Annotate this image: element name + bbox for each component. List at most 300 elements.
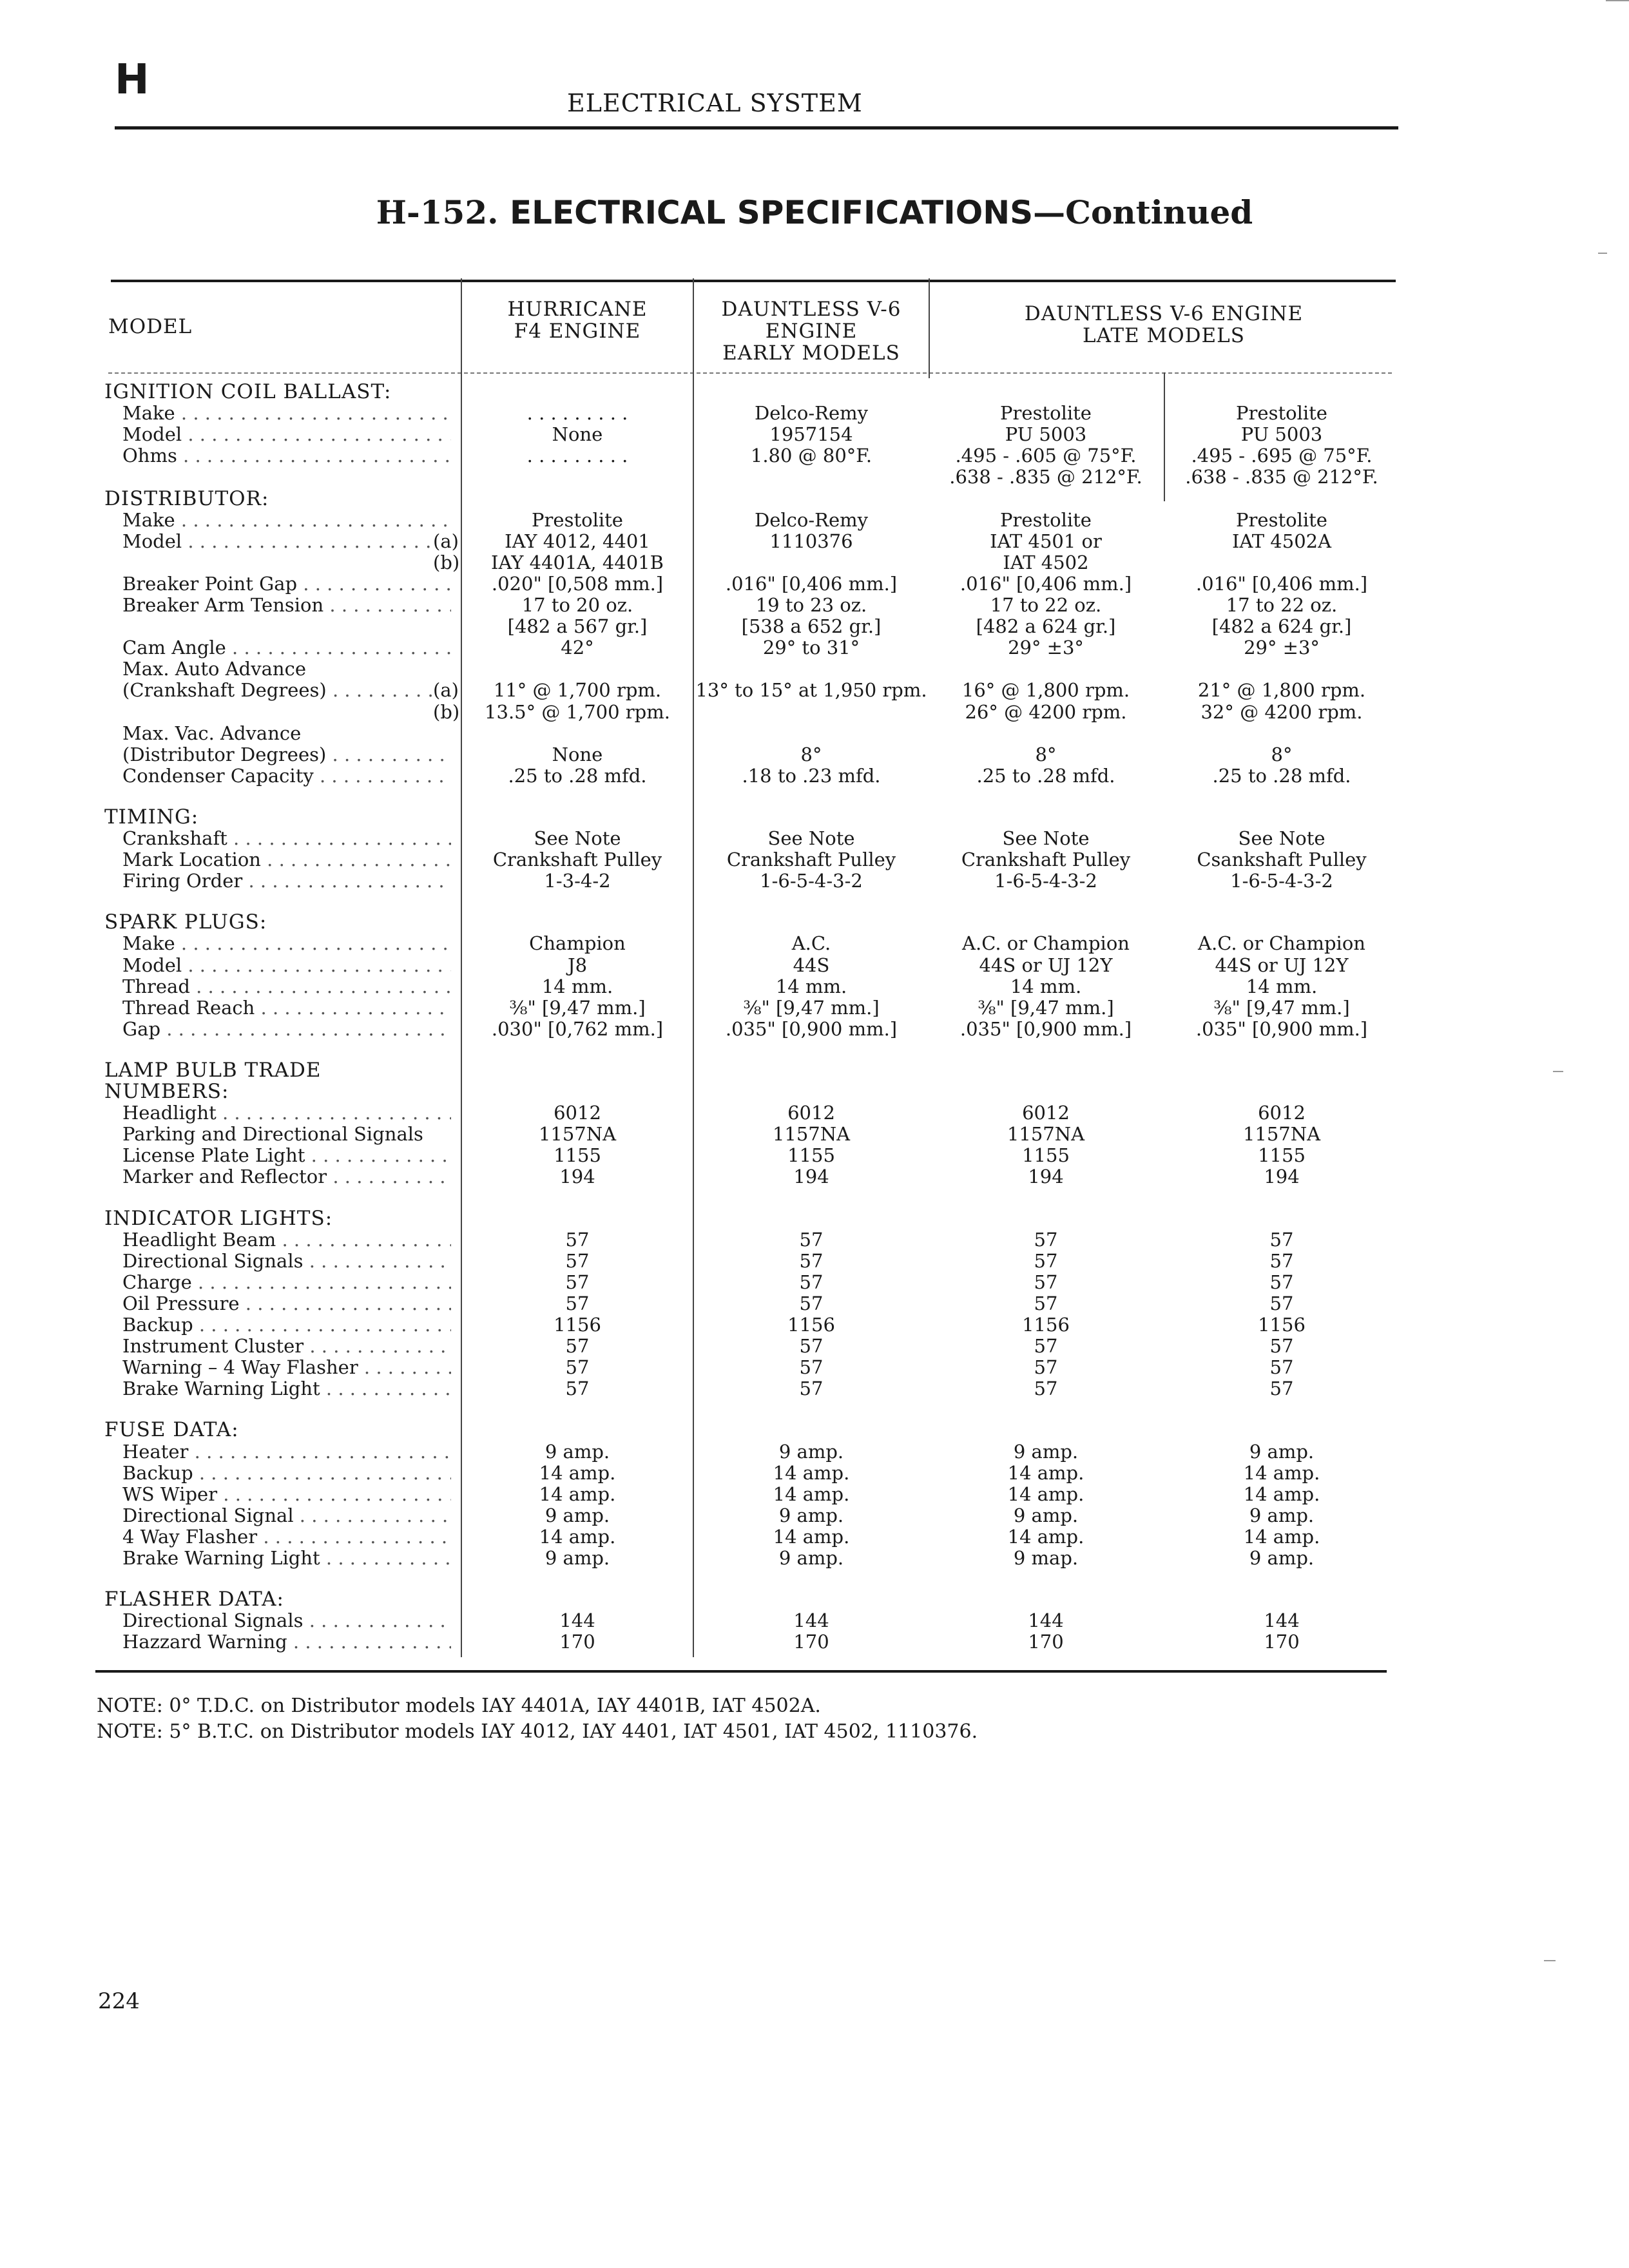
column-header-line: DAUNTLESS V-6 xyxy=(721,298,901,321)
spec-value: 1156 xyxy=(1258,1314,1306,1336)
spec-value: [482 a 624 gr.] xyxy=(1211,615,1352,638)
spec-value: 57 xyxy=(1269,1292,1294,1314)
spec-value: [538 a 652 gr.] xyxy=(741,615,882,638)
spec-value: ⅜" [9,47 mm.] xyxy=(509,996,646,1019)
spec-value: 16° @ 1,800 rpm. xyxy=(961,679,1130,702)
spec-value: 44S or UJ 12Y xyxy=(1215,954,1349,976)
spec-label: Max. Auto Advance xyxy=(122,658,306,680)
spec-label: Marker and Reflector . . . xyxy=(122,1166,451,1187)
spec-value: Delco-Remy xyxy=(754,508,869,531)
spec-row xyxy=(0,1251,1629,1272)
spec-row xyxy=(0,1293,1629,1314)
spec-label: Ohms . . . xyxy=(122,445,451,466)
spec-row xyxy=(0,1463,1629,1484)
spec-value: See Note xyxy=(534,827,621,849)
spec-value: 1157NA xyxy=(1007,1123,1085,1146)
spec-label: Mark Location . . . xyxy=(122,849,451,870)
spec-label: Directional Signal . . . xyxy=(122,1505,451,1526)
column-header-line: DAUNTLESS V-6 ENGINE xyxy=(1024,302,1304,325)
spec-value: Delco-Remy xyxy=(754,402,869,425)
spec-value: 1-6-5-4-3-2 xyxy=(760,870,863,892)
variant-tag: (b) xyxy=(433,551,460,573)
spec-value: IAT 4502A xyxy=(1231,530,1332,552)
spec-row xyxy=(0,595,1629,616)
column-header-line: F4 ENGINE xyxy=(514,320,641,343)
spec-value: 57 xyxy=(1034,1335,1058,1358)
spec-row xyxy=(0,1610,1629,1631)
spec-label: (Distributor Degrees) . . . xyxy=(122,744,451,765)
spec-row xyxy=(0,976,1629,997)
spec-row xyxy=(0,723,1629,744)
section-heading-row xyxy=(0,381,1629,403)
spec-value: 32° @ 4200 rpm. xyxy=(1200,700,1363,723)
spec-value: IAY 4012, 4401 xyxy=(505,530,650,552)
header-divider xyxy=(464,372,1392,374)
spec-row xyxy=(0,1631,1629,1653)
spec-value: 14 amp. xyxy=(539,1525,616,1548)
spec-label: Model . . . xyxy=(122,531,451,552)
spec-value: 14 amp. xyxy=(773,1525,850,1548)
spec-value: Prestolite xyxy=(1000,508,1092,531)
note-line: NOTE: 0° T.D.C. on Distributor models IAY 4401A, IAY 4401B, IAT 4502A. xyxy=(97,1695,821,1717)
table-bottom-rule xyxy=(95,1670,1387,1673)
spec-value: 57 xyxy=(799,1292,824,1314)
scan-edge-mark xyxy=(1598,253,1607,254)
title-code: H-152. xyxy=(376,193,499,231)
spec-value: 14 amp. xyxy=(1007,1525,1084,1548)
spec-row xyxy=(0,573,1629,595)
spec-value: 144 xyxy=(1264,1610,1300,1632)
spec-value: Csankshaft Pulley xyxy=(1197,849,1367,871)
spec-value: Prestolite xyxy=(1000,402,1092,425)
spec-value: 57 xyxy=(799,1271,824,1293)
spec-label: Model . . . xyxy=(122,955,451,976)
spec-value: 21° @ 1,800 rpm. xyxy=(1197,679,1366,702)
spec-row xyxy=(0,1505,1629,1526)
spec-row xyxy=(0,702,1629,723)
spec-value: .020" [0,508 mm.] xyxy=(491,572,664,595)
spec-row xyxy=(0,765,1629,787)
spec-value: IAY 4401A, 4401B xyxy=(491,551,664,573)
spec-value: 17 to 20 oz. xyxy=(521,594,633,616)
spec-value: 8° xyxy=(800,743,822,765)
notes xyxy=(97,1693,978,1745)
spec-value: 57 xyxy=(1034,1249,1058,1272)
spec-value: 9 amp. xyxy=(545,1547,610,1569)
spec-value: 9 amp. xyxy=(1249,1547,1315,1569)
spec-row xyxy=(0,403,1629,424)
spec-value: 6012 xyxy=(554,1102,601,1124)
spec-value: 17 to 22 oz. xyxy=(990,594,1102,616)
spec-label: Headlight Beam . . . xyxy=(122,1229,451,1251)
section-heading: FUSE DATA: xyxy=(104,1419,239,1441)
spec-value: ⅜" [9,47 mm.] xyxy=(1213,996,1350,1019)
spec-row xyxy=(0,445,1629,466)
title-suffix: —Continued xyxy=(1033,193,1253,231)
spec-value: 9 amp. xyxy=(778,1504,844,1526)
spec-value: IAT 4502 xyxy=(1003,551,1089,573)
section-heading-row xyxy=(0,807,1629,828)
section-heading: IGNITION COIL BALLAST: xyxy=(104,381,392,403)
spec-row xyxy=(0,933,1629,954)
spec-value: None xyxy=(552,423,603,446)
spec-value: 14 mm. xyxy=(1246,975,1318,997)
spec-value: 8° xyxy=(1035,743,1057,765)
spec-value: 29° ±3° xyxy=(1008,637,1084,659)
spec-label: Condenser Capacity . . . xyxy=(122,765,451,787)
spec-label: Gap . . . xyxy=(122,1019,451,1040)
spec-value: .495 - .695 @ 75°F. xyxy=(1191,445,1373,467)
section-heading-row xyxy=(0,1589,1629,1610)
spec-value: 57 xyxy=(799,1249,824,1272)
spec-value: 14 amp. xyxy=(1243,1483,1320,1505)
spec-label: Headlight . . . xyxy=(122,1102,451,1124)
spec-value: 1155 xyxy=(1022,1144,1070,1167)
scan-edge-mark xyxy=(1544,1960,1556,1961)
spec-row xyxy=(0,828,1629,849)
spec-value: 14 amp. xyxy=(773,1483,850,1505)
spec-value: .035" [0,900 mm.] xyxy=(725,1017,898,1040)
spec-value: 14 amp. xyxy=(773,1461,850,1484)
spec-value: 14 amp. xyxy=(539,1461,616,1484)
spec-value: 13.5° @ 1,700 rpm. xyxy=(485,700,670,723)
spec-value: 57 xyxy=(565,1356,590,1379)
spec-row xyxy=(0,1314,1629,1336)
spec-value: 14 amp. xyxy=(1243,1461,1320,1484)
running-header: ELECTRICAL SYSTEM xyxy=(567,89,863,117)
spec-value: 194 xyxy=(793,1166,829,1188)
spec-value: 57 xyxy=(1269,1378,1294,1400)
spec-row xyxy=(0,1229,1629,1251)
spec-value: 1156 xyxy=(554,1314,601,1336)
spec-value: 170 xyxy=(559,1631,595,1653)
spec-value: 144 xyxy=(559,1610,595,1632)
spec-row xyxy=(0,1357,1629,1378)
spec-value: .016" [0,406 mm.] xyxy=(725,572,898,595)
section-heading: TIMING: xyxy=(104,806,199,828)
spec-value: ⅜" [9,47 mm.] xyxy=(978,996,1114,1019)
spec-label: Parking and Directional Signals xyxy=(122,1124,423,1146)
spec-row xyxy=(0,424,1629,445)
spec-label: Thread . . . xyxy=(122,976,451,997)
spec-label: Cam Angle . . . xyxy=(122,637,451,658)
spec-value: 57 xyxy=(1034,1228,1058,1251)
section-heading-row xyxy=(0,1419,1629,1441)
spec-row xyxy=(0,552,1629,573)
spec-value: ⅜" [9,47 mm.] xyxy=(743,996,880,1019)
column-header-line: ENGINE xyxy=(765,320,858,343)
spec-value: 1.80 @ 80°F. xyxy=(750,445,872,467)
spec-value: .25 to .28 mfd. xyxy=(976,764,1115,787)
spec-value: 57 xyxy=(565,1378,590,1400)
spec-label: Hazzard Warning . . . xyxy=(122,1631,451,1653)
spec-label: Backup . . . xyxy=(122,1314,451,1336)
header-rule xyxy=(115,126,1398,130)
spec-value: .638 - .835 @ 212°F. xyxy=(949,466,1142,488)
spec-value: Champion xyxy=(529,932,626,955)
spec-label: Heater . . . xyxy=(122,1441,451,1463)
spec-value: Prestolite xyxy=(1236,402,1327,425)
spec-value: Prestolite xyxy=(532,508,623,531)
spec-value: 42° xyxy=(561,637,594,659)
spec-row xyxy=(0,1019,1629,1040)
spec-value: 9 amp. xyxy=(1013,1504,1079,1526)
spec-row xyxy=(0,1272,1629,1293)
spec-row xyxy=(0,1145,1629,1166)
spec-value: 57 xyxy=(1269,1271,1294,1293)
spec-value: J8 xyxy=(567,954,588,976)
spec-value: None xyxy=(552,743,603,765)
spec-value: 14 mm. xyxy=(541,975,613,997)
spec-value: 57 xyxy=(1034,1271,1058,1293)
spec-row xyxy=(0,744,1629,765)
spec-value: Crankshaft Pulley xyxy=(961,849,1131,871)
spec-row xyxy=(0,1548,1629,1569)
spec-value: 19 to 23 oz. xyxy=(755,594,867,616)
spec-label: Warning – 4 Way Flasher . . . xyxy=(122,1357,451,1378)
spec-value: 17 to 22 oz. xyxy=(1226,594,1338,616)
spec-row xyxy=(0,510,1629,531)
spec-row xyxy=(0,1336,1629,1357)
column-header-dauntless-late xyxy=(929,303,1398,347)
spec-value: 144 xyxy=(793,1610,829,1632)
spec-value: 9 amp. xyxy=(1013,1440,1079,1463)
spec-value: PU 5003 xyxy=(1240,423,1323,446)
spec-value: 1-3-4-2 xyxy=(544,870,611,892)
spec-value: 6012 xyxy=(1022,1102,1070,1124)
spec-value: 57 xyxy=(565,1249,590,1272)
title-text: ELECTRICAL SPECIFICATIONS xyxy=(509,194,1034,231)
column-header-line: LATE MODELS xyxy=(1083,324,1245,347)
spec-value: 13° to 15° at 1,950 rpm. xyxy=(695,679,927,702)
spec-label: Make . . . xyxy=(122,933,451,954)
spec-value: 1157NA xyxy=(772,1123,851,1146)
spec-label: Brake Warning Light . . . xyxy=(122,1378,451,1399)
section-heading: DISTRIBUTOR: xyxy=(104,488,269,510)
spec-row xyxy=(0,1441,1629,1463)
spec-value: 9 amp. xyxy=(1249,1504,1315,1526)
column-header-line: HURRICANE xyxy=(507,298,648,321)
column-header-hurricane xyxy=(461,298,693,342)
header-divider xyxy=(108,372,461,374)
spec-value: 57 xyxy=(1034,1292,1058,1314)
spec-row xyxy=(0,1166,1629,1187)
spec-row xyxy=(0,637,1629,658)
variant-tag: (b) xyxy=(433,700,460,723)
spec-value: 57 xyxy=(1034,1356,1058,1379)
spec-label: 4 Way Flasher . . . xyxy=(122,1526,451,1548)
column-header-dauntless-early xyxy=(693,298,929,364)
spec-row xyxy=(0,955,1629,976)
spec-row xyxy=(0,1526,1629,1548)
spec-value: .18 to .23 mfd. xyxy=(742,764,881,787)
spec-row xyxy=(0,870,1629,892)
spec-value: 1157NA xyxy=(538,1123,617,1146)
spec-value: 44S or UJ 12Y xyxy=(979,954,1113,976)
spec-value: See Note xyxy=(1238,827,1325,849)
spec-value: 8° xyxy=(1271,743,1293,765)
spec-value: 6012 xyxy=(1258,1102,1306,1124)
spec-value: 194 xyxy=(1264,1166,1300,1188)
spec-value: 57 xyxy=(799,1228,824,1251)
spec-value: A.C. or Champion xyxy=(962,932,1130,955)
spec-value: 57 xyxy=(1269,1228,1294,1251)
spec-value: IAT 4501 or xyxy=(990,530,1102,552)
spec-value: 1156 xyxy=(787,1314,835,1336)
spec-label: License Plate Light . . . xyxy=(122,1145,451,1166)
spec-value: . . . . . . . . . xyxy=(526,445,628,467)
spec-label: Model . . . xyxy=(122,424,451,445)
spec-row xyxy=(0,849,1629,870)
spec-value: 29° to 31° xyxy=(762,637,860,659)
spec-value: 194 xyxy=(559,1166,595,1188)
spec-value: 1-6-5-4-3-2 xyxy=(1230,870,1333,892)
section-heading-row xyxy=(0,1060,1629,1081)
note-line: NOTE: 5° B.T.C. on Distributor models IAY 4012, IAY 4401, IAT 4501, IAT 4502, 1110376. xyxy=(97,1720,978,1743)
variant-tag: (a) xyxy=(433,679,459,702)
spec-row xyxy=(0,466,1629,488)
spec-value: 1155 xyxy=(1258,1144,1306,1167)
spec-value: 29° ±3° xyxy=(1244,637,1320,659)
spec-value: Crankshaft Pulley xyxy=(726,849,896,871)
section-heading-row xyxy=(0,1081,1629,1102)
spec-value: .638 - .835 @ 212°F. xyxy=(1185,466,1378,488)
spec-value: .495 - .605 @ 75°F. xyxy=(955,445,1137,467)
spec-value: 57 xyxy=(799,1378,824,1400)
spec-label: Directional Signals . . . xyxy=(122,1251,451,1272)
spec-value: .016" [0,406 mm.] xyxy=(959,572,1132,595)
spec-value: 144 xyxy=(1028,1610,1064,1632)
spec-value: 1157NA xyxy=(1242,1123,1321,1146)
spec-value: 9 amp. xyxy=(778,1547,844,1569)
spec-value: Crankshaft Pulley xyxy=(492,849,662,871)
spec-label: Charge . . . xyxy=(122,1272,451,1293)
section-heading-row xyxy=(0,488,1629,510)
spec-row xyxy=(0,531,1629,552)
variant-tag: (a) xyxy=(433,530,459,552)
spec-value: Prestolite xyxy=(1236,508,1327,531)
spec-value: . . . . . . . . . xyxy=(526,402,628,425)
spec-value: 14 mm. xyxy=(1010,975,1082,997)
spec-value: 57 xyxy=(565,1335,590,1358)
spec-label: Make . . . xyxy=(122,403,451,424)
spec-value: .25 to .28 mfd. xyxy=(1212,764,1351,787)
spec-value: 44S xyxy=(793,954,830,976)
section-heading: SPARK PLUGS: xyxy=(104,912,267,934)
spec-value: 170 xyxy=(793,1631,829,1653)
section-heading: NUMBERS: xyxy=(104,1081,229,1102)
section-heading: LAMP BULB TRADE xyxy=(104,1059,322,1081)
spec-value: 170 xyxy=(1028,1631,1064,1653)
spec-value: 57 xyxy=(1269,1335,1294,1358)
spec-value: 1957154 xyxy=(769,423,853,446)
spec-value: 57 xyxy=(1269,1356,1294,1379)
spec-row xyxy=(0,680,1629,701)
spec-label: Breaker Point Gap . . . xyxy=(122,573,451,595)
spec-value: See Note xyxy=(1002,827,1090,849)
scan-edge-mark xyxy=(1606,0,1629,1)
spec-value: 1155 xyxy=(787,1144,835,1167)
spec-value: 14 amp. xyxy=(1243,1525,1320,1548)
spec-row xyxy=(0,997,1629,1019)
spec-row xyxy=(0,1102,1629,1124)
page-number: 224 xyxy=(98,1988,140,2014)
spec-value: 9 amp. xyxy=(545,1504,610,1526)
section-heading-row xyxy=(0,1208,1629,1229)
spec-value: 57 xyxy=(799,1335,824,1358)
scan-edge-mark xyxy=(1553,1071,1563,1072)
section-letter: H xyxy=(115,56,149,104)
spec-label: Backup . . . xyxy=(122,1463,451,1484)
column-divider xyxy=(929,278,930,378)
spec-value: 1-6-5-4-3-2 xyxy=(994,870,1097,892)
spec-label: Firing Order . . . xyxy=(122,870,451,892)
column-header-line: EARLY MODELS xyxy=(722,341,900,365)
spec-value: [482 a 567 gr.] xyxy=(507,615,648,638)
spec-row xyxy=(0,1124,1629,1145)
spec-label: (Crankshaft Degrees) . . . xyxy=(122,680,451,701)
spec-value: .030" [0,762 mm.] xyxy=(491,1017,664,1040)
section-heading: FLASHER DATA: xyxy=(104,1589,284,1611)
spec-value: .016" [0,406 mm.] xyxy=(1195,572,1368,595)
spec-value: A.C. xyxy=(791,932,831,955)
spec-value: 194 xyxy=(1028,1166,1064,1188)
column-header-model: MODEL xyxy=(108,315,193,338)
spec-value: .25 to .28 mfd. xyxy=(508,764,647,787)
spec-value: 9 amp. xyxy=(545,1440,610,1463)
spec-value: 14 amp. xyxy=(539,1483,616,1505)
spec-value: 1156 xyxy=(1022,1314,1070,1336)
spec-value: 170 xyxy=(1264,1631,1300,1653)
spec-value: 9 amp. xyxy=(778,1440,844,1463)
spec-value: 11° @ 1,700 rpm. xyxy=(493,679,662,702)
section-heading: INDICATOR LIGHTS: xyxy=(104,1207,333,1229)
spec-value: .035" [0,900 mm.] xyxy=(959,1017,1132,1040)
spec-value: See Note xyxy=(767,827,855,849)
section-heading-row xyxy=(0,912,1629,933)
spec-row xyxy=(0,616,1629,637)
spec-value: 1110376 xyxy=(769,530,853,552)
spec-label: Instrument Cluster . . . xyxy=(122,1336,451,1357)
spec-row xyxy=(0,658,1629,680)
table-top-rule xyxy=(111,280,1396,282)
spec-label: WS Wiper . . . xyxy=(122,1484,451,1505)
spec-row xyxy=(0,1484,1629,1505)
spec-value: 9 amp. xyxy=(1249,1440,1315,1463)
spec-value: 57 xyxy=(565,1228,590,1251)
spec-label: Make . . . xyxy=(122,510,451,531)
spec-label: Brake Warning Light . . . xyxy=(122,1548,451,1569)
spec-value: 9 map. xyxy=(1013,1547,1079,1569)
spec-value: 14 mm. xyxy=(775,975,847,997)
spec-value: A.C. or Champion xyxy=(1198,932,1365,955)
spec-value: 57 xyxy=(565,1271,590,1293)
page-title xyxy=(0,193,1629,231)
spec-label: Breaker Arm Tension . . . xyxy=(122,595,451,616)
spec-value: 57 xyxy=(565,1292,590,1314)
spec-row xyxy=(0,1378,1629,1399)
spec-value: PU 5003 xyxy=(1005,423,1087,446)
spec-label: Crankshaft . . . xyxy=(122,828,451,849)
spec-value: 57 xyxy=(1269,1249,1294,1272)
spec-value: 26° @ 4200 rpm. xyxy=(965,700,1127,723)
spec-value: 14 amp. xyxy=(1007,1483,1084,1505)
spec-value: [482 a 624 gr.] xyxy=(976,615,1116,638)
spec-label: Oil Pressure . . . xyxy=(122,1293,451,1314)
spec-label: Thread Reach . . . xyxy=(122,997,451,1019)
spec-value: 6012 xyxy=(787,1102,835,1124)
spec-value: 14 amp. xyxy=(1007,1461,1084,1484)
